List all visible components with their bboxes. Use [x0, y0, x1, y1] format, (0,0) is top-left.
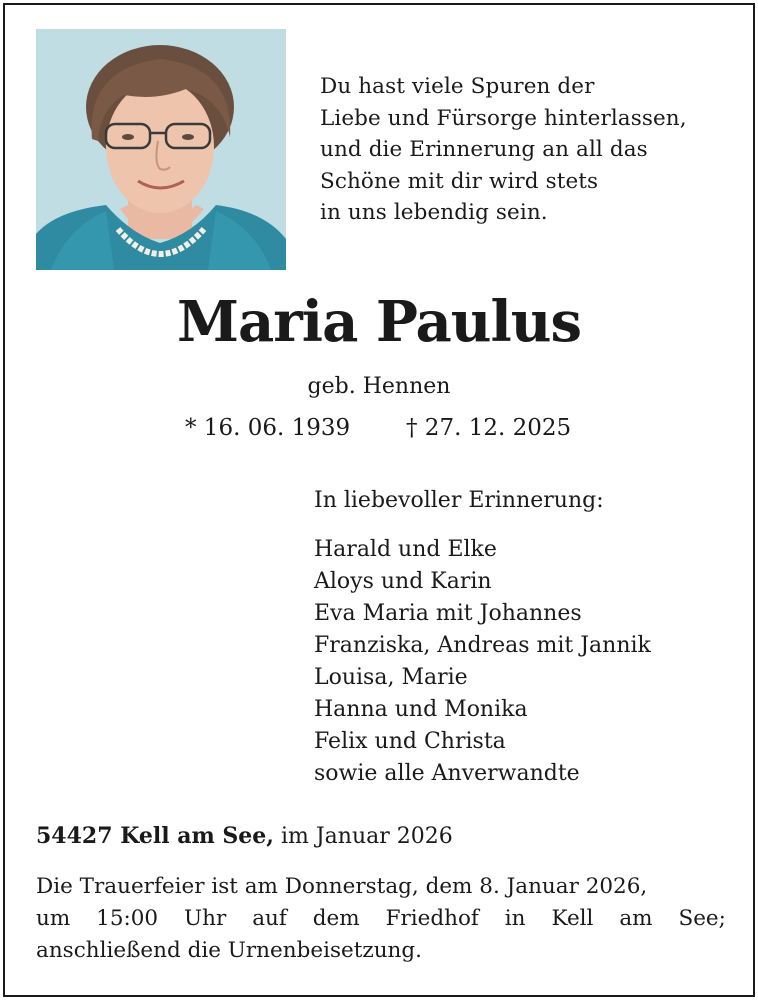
funeral-line-3: anschließend die Urnenbeisetzung. — [36, 938, 422, 963]
funeral-word: dem — [312, 906, 360, 931]
memory-heading: In liebevoller Erinnerung: — [314, 488, 604, 513]
funeral-word: 15:00 — [96, 906, 159, 931]
family-member: sowie alle Anverwandte — [314, 761, 580, 786]
deceased-name: Maria Paulus — [177, 289, 581, 355]
poem-line: Du hast viele Spuren der — [320, 74, 595, 99]
funeral-info — [36, 871, 726, 967]
poem-line: in uns lebendig sein. — [320, 200, 548, 225]
funeral-word: um — [36, 906, 71, 931]
family-member: Louisa, Marie — [314, 665, 468, 690]
funeral-word: Kell — [551, 906, 594, 931]
funeral-word: in — [504, 906, 526, 931]
family-list — [314, 534, 651, 790]
family-member: Felix und Christa — [314, 729, 506, 754]
family-member: Aloys und Karin — [314, 569, 492, 594]
funeral-line-2 — [36, 903, 726, 935]
place-location: 54427 Kell am See, — [36, 823, 274, 849]
funeral-line-1: Die Trauerfeier ist am Donnerstag, dem 8. Januar 2026, — [36, 874, 648, 899]
family-member: Hanna und Monika — [314, 697, 528, 722]
funeral-word: Friedhof — [385, 906, 479, 931]
poem-line: Liebe und Fürsorge hinterlassen, — [320, 105, 687, 131]
funeral-word: am — [619, 906, 653, 931]
portrait-photo — [36, 29, 286, 270]
family-member: Franziska, Andreas mit Jannik — [314, 633, 651, 658]
birth-date: * 16. 06. 1939 — [185, 415, 351, 441]
family-member: Harald und Elke — [314, 537, 497, 562]
death-date: † 27. 12. 2025 — [406, 415, 572, 441]
poem-line: und die Erinnerung an all das — [320, 137, 648, 162]
family-member: Eva Maria mit Johannes — [314, 601, 582, 626]
poem-line: Schöne mit dir wird stets — [320, 168, 599, 194]
funeral-word: auf — [252, 906, 287, 931]
maiden-name: geb. Hennen — [307, 374, 451, 399]
funeral-word: Uhr — [184, 906, 227, 931]
place-date: im Januar 2026 — [273, 824, 453, 849]
funeral-word: See; — [678, 906, 726, 931]
poem — [320, 71, 740, 229]
place-and-date — [36, 820, 453, 853]
